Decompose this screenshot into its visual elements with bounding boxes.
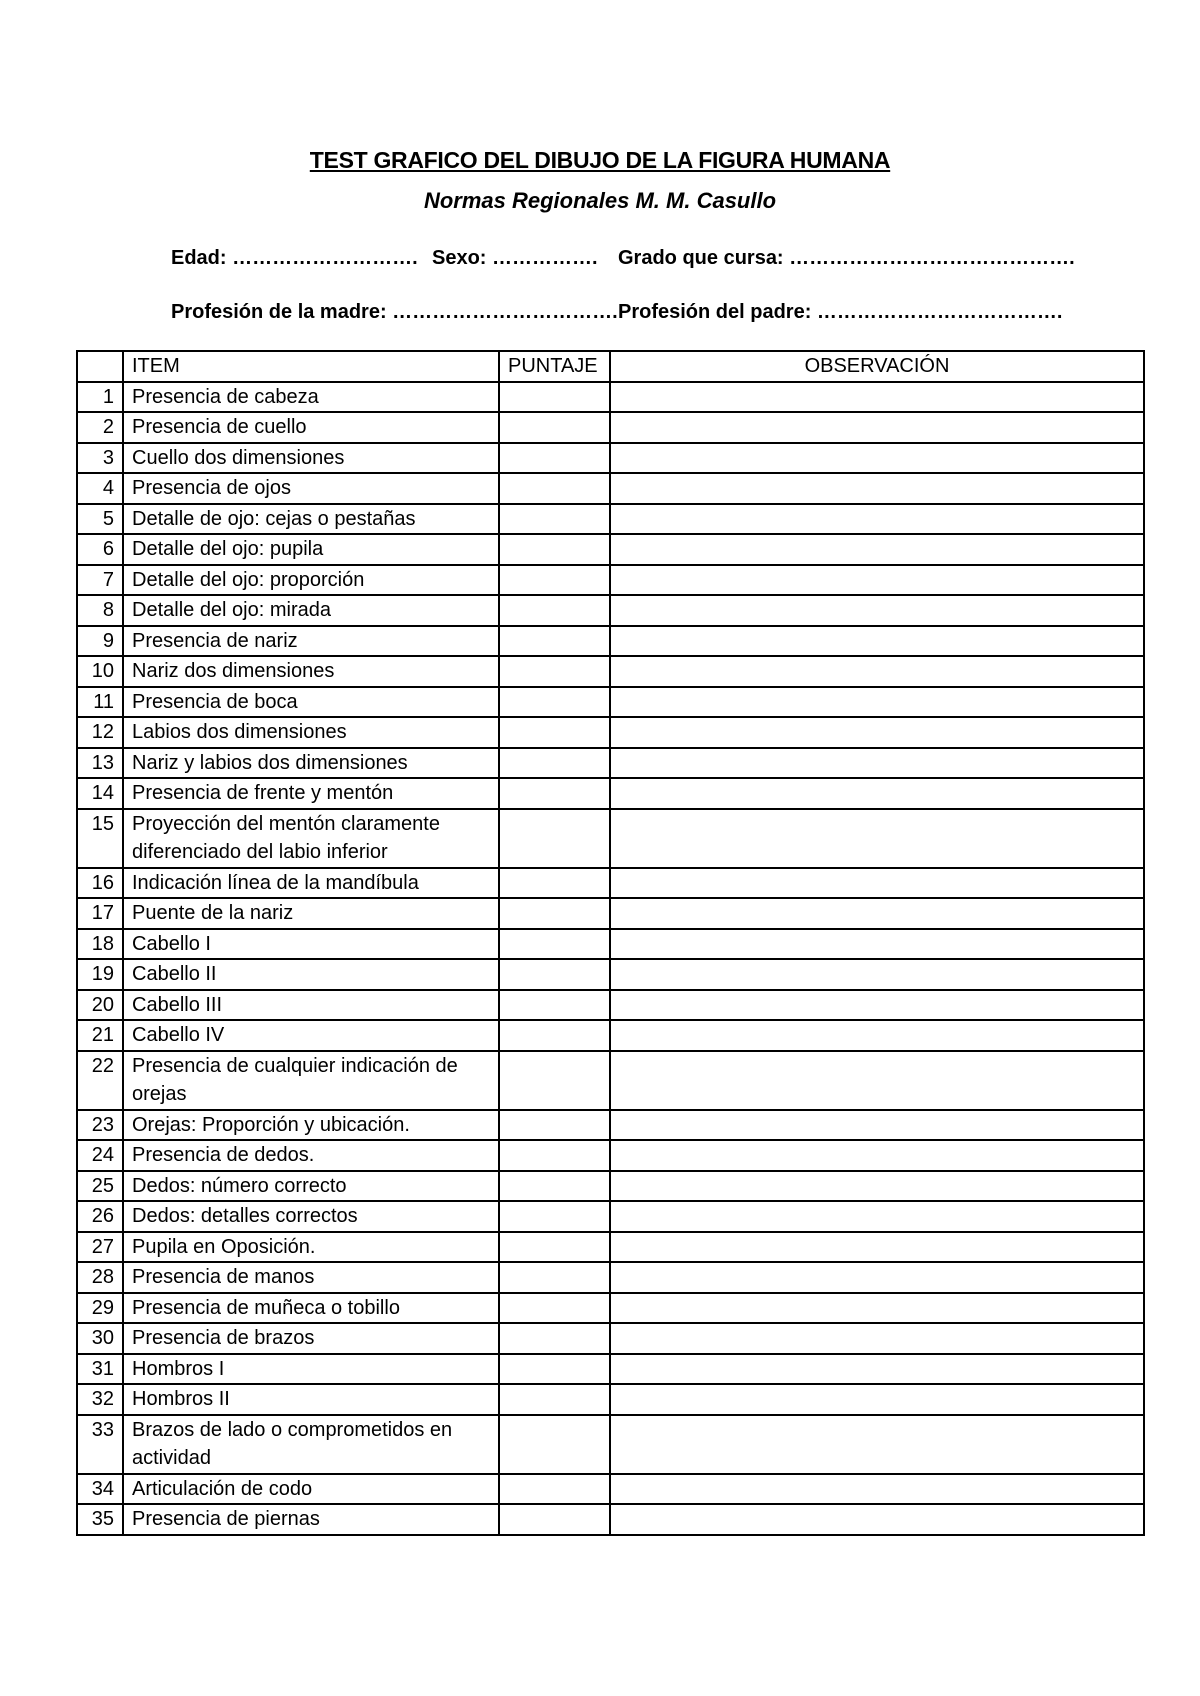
row-number: 22 — [77, 1051, 123, 1110]
field-grado[interactable]: Grado que cursa: ……………………………………. — [618, 247, 1075, 269]
row-item: Nariz y labios dos dimensiones — [123, 748, 499, 779]
row-number: 32 — [77, 1384, 123, 1415]
row-puntaje-cell[interactable] — [499, 778, 610, 809]
table-row — [77, 1474, 1144, 1505]
row-number: 11 — [77, 687, 123, 718]
field-profesion-madre[interactable]: Profesión de la madre: ……………………………. — [171, 301, 618, 323]
table-row — [77, 565, 1144, 596]
row-observacion-cell[interactable] — [610, 990, 1144, 1021]
row-item: Puente de la nariz — [123, 898, 499, 929]
row-puntaje-cell[interactable] — [499, 1474, 610, 1505]
header-puntaje: PUNTAJE — [499, 351, 610, 382]
table-row — [77, 868, 1144, 899]
row-number: 4 — [77, 473, 123, 504]
header-number — [77, 351, 123, 382]
row-puntaje-cell[interactable] — [499, 959, 610, 990]
row-number: 3 — [77, 443, 123, 474]
row-observacion-cell[interactable] — [610, 412, 1144, 443]
row-puntaje-cell[interactable] — [499, 1201, 610, 1232]
row-observacion-cell[interactable] — [610, 595, 1144, 626]
table-row — [77, 1354, 1144, 1385]
row-item: Pupila en Oposición. — [123, 1232, 499, 1263]
table-row — [77, 1140, 1144, 1171]
row-number: 21 — [77, 1020, 123, 1051]
field-sexo[interactable]: Sexo: ……………. — [432, 247, 598, 269]
table-row — [77, 1384, 1144, 1415]
table-header-row — [77, 351, 1144, 382]
row-item: Detalle de ojo: cejas o pestañas — [123, 504, 499, 535]
row-observacion-cell[interactable] — [610, 868, 1144, 899]
header-item: ITEM — [123, 351, 499, 382]
row-item: Cabello II — [123, 959, 499, 990]
row-puntaje-cell[interactable] — [499, 1020, 610, 1051]
row-number: 29 — [77, 1293, 123, 1324]
row-puntaje-cell[interactable] — [499, 717, 610, 748]
row-item: Indicación línea de la mandíbula — [123, 868, 499, 899]
table-row — [77, 504, 1144, 535]
field-edad[interactable]: Edad: ………………………. — [171, 247, 418, 269]
row-puntaje-cell[interactable] — [499, 656, 610, 687]
document-title: TEST GRAFICO DEL DIBUJO DE LA FIGURA HUMANA — [309, 147, 891, 173]
row-number: 2 — [77, 412, 123, 443]
row-item: Orejas: Proporción y ubicación. — [123, 1110, 499, 1141]
row-number: 31 — [77, 1354, 123, 1385]
document-subtitle: Normas Regionales M. M. Casullo — [423, 188, 777, 213]
table-row — [77, 412, 1144, 443]
row-number: 5 — [77, 504, 123, 535]
row-observacion-cell[interactable] — [610, 534, 1144, 565]
row-observacion-cell[interactable] — [610, 1051, 1144, 1110]
row-number: 10 — [77, 656, 123, 687]
row-puntaje-cell[interactable] — [499, 1354, 610, 1385]
row-observacion-cell[interactable] — [610, 1384, 1144, 1415]
row-item: Presencia de muñeca o tobillo — [123, 1293, 499, 1324]
row-observacion-cell[interactable] — [610, 809, 1144, 868]
row-observacion-cell[interactable] — [610, 717, 1144, 748]
row-puntaje-cell[interactable] — [499, 504, 610, 535]
row-item: Cuello dos dimensiones — [123, 443, 499, 474]
row-puntaje-cell[interactable] — [499, 1293, 610, 1324]
row-number: 20 — [77, 990, 123, 1021]
row-puntaje-cell[interactable] — [499, 1262, 610, 1293]
table-row — [77, 1262, 1144, 1293]
row-puntaje-cell[interactable] — [499, 382, 610, 413]
row-puntaje-cell[interactable] — [499, 565, 610, 596]
row-puntaje-cell[interactable] — [499, 1323, 610, 1354]
header-observacion: OBSERVACIÓN — [610, 351, 1144, 382]
row-observacion-cell[interactable] — [610, 1474, 1144, 1505]
row-item: Proyección del mentón claramente diferenciado del labio inferior — [123, 809, 499, 868]
table-row — [77, 1201, 1144, 1232]
row-puntaje-cell[interactable] — [499, 1415, 610, 1474]
row-puntaje-cell[interactable] — [499, 595, 610, 626]
table-row — [77, 656, 1144, 687]
row-number: 9 — [77, 626, 123, 657]
row-observacion-cell[interactable] — [610, 1110, 1144, 1141]
row-item: Cabello III — [123, 990, 499, 1021]
table-row — [77, 534, 1144, 565]
row-puntaje-cell[interactable] — [499, 748, 610, 779]
row-number: 35 — [77, 1504, 123, 1535]
row-observacion-cell[interactable] — [610, 1262, 1144, 1293]
table-row — [77, 1504, 1144, 1535]
row-number: 6 — [77, 534, 123, 565]
row-puntaje-cell[interactable] — [499, 990, 610, 1021]
row-puntaje-cell[interactable] — [499, 1232, 610, 1263]
row-observacion-cell[interactable] — [610, 473, 1144, 504]
items-table — [76, 350, 1145, 1536]
row-puntaje-cell[interactable] — [499, 1110, 610, 1141]
table-row — [77, 1110, 1144, 1141]
row-number: 28 — [77, 1262, 123, 1293]
row-number: 19 — [77, 959, 123, 990]
row-item: Presencia de manos — [123, 1262, 499, 1293]
table-row — [77, 1293, 1144, 1324]
table-row — [77, 1020, 1144, 1051]
row-puntaje-cell[interactable] — [499, 412, 610, 443]
row-observacion-cell[interactable] — [610, 1232, 1144, 1263]
row-number: 24 — [77, 1140, 123, 1171]
table-row — [77, 626, 1144, 657]
table-row — [77, 473, 1144, 504]
row-number: 8 — [77, 595, 123, 626]
row-item: Presencia de boca — [123, 687, 499, 718]
row-number: 16 — [77, 868, 123, 899]
table-row — [77, 1171, 1144, 1202]
row-observacion-cell[interactable] — [610, 656, 1144, 687]
table-row — [77, 778, 1144, 809]
row-puntaje-cell[interactable] — [499, 1504, 610, 1535]
row-puntaje-cell[interactable] — [499, 626, 610, 657]
row-item: Presencia de cuello — [123, 412, 499, 443]
table-row — [77, 717, 1144, 748]
row-observacion-cell[interactable] — [610, 748, 1144, 779]
row-observacion-cell[interactable] — [610, 443, 1144, 474]
row-item: Brazos de lado o comprometidos en actividad — [123, 1415, 499, 1474]
row-item: Hombros I — [123, 1354, 499, 1385]
row-item: Articulación de codo — [123, 1474, 499, 1505]
row-observacion-cell[interactable] — [610, 565, 1144, 596]
row-item: Nariz dos dimensiones — [123, 656, 499, 687]
row-item: Detalle del ojo: proporción — [123, 565, 499, 596]
table-row — [77, 595, 1144, 626]
row-item: Dedos: número correcto — [123, 1171, 499, 1202]
row-puntaje-cell[interactable] — [499, 1384, 610, 1415]
row-observacion-cell[interactable] — [610, 1171, 1144, 1202]
row-item: Dedos: detalles correctos — [123, 1201, 499, 1232]
table-row — [77, 382, 1144, 413]
row-item: Presencia de brazos — [123, 1323, 499, 1354]
row-observacion-cell[interactable] — [610, 778, 1144, 809]
row-item: Presencia de nariz — [123, 626, 499, 657]
table-body — [77, 382, 1144, 1535]
row-puntaje-cell[interactable] — [499, 1051, 610, 1110]
table-row — [77, 443, 1144, 474]
row-puntaje-cell[interactable] — [499, 898, 610, 929]
row-observacion-cell[interactable] — [610, 1504, 1144, 1535]
row-puntaje-cell[interactable] — [499, 809, 610, 868]
row-observacion-cell[interactable] — [610, 504, 1144, 535]
row-item: Presencia de piernas — [123, 1504, 499, 1535]
row-puntaje-cell[interactable] — [499, 1171, 610, 1202]
row-number: 14 — [77, 778, 123, 809]
row-item: Presencia de cabeza — [123, 382, 499, 413]
row-number: 27 — [77, 1232, 123, 1263]
row-observacion-cell[interactable] — [610, 929, 1144, 960]
table-row — [77, 687, 1144, 718]
row-item: Presencia de cualquier indicación de orejas — [123, 1051, 499, 1110]
row-number: 15 — [77, 809, 123, 868]
row-observacion-cell[interactable] — [610, 382, 1144, 413]
row-number: 23 — [77, 1110, 123, 1141]
row-observacion-cell[interactable] — [610, 1140, 1144, 1171]
table-row — [77, 1323, 1144, 1354]
row-item: Cabello I — [123, 929, 499, 960]
table-row — [77, 898, 1144, 929]
table-row — [77, 1415, 1144, 1474]
row-item: Presencia de dedos. — [123, 1140, 499, 1171]
row-item: Detalle del ojo: pupila — [123, 534, 499, 565]
field-profesion-padre[interactable]: Profesión del padre: ………………………………. — [618, 301, 1063, 323]
row-observacion-cell[interactable] — [610, 898, 1144, 929]
row-number: 12 — [77, 717, 123, 748]
row-observacion-cell[interactable] — [610, 1020, 1144, 1051]
row-item: Hombros II — [123, 1384, 499, 1415]
row-observacion-cell[interactable] — [610, 687, 1144, 718]
row-puntaje-cell[interactable] — [499, 687, 610, 718]
row-item: Cabello IV — [123, 1020, 499, 1051]
row-observacion-cell[interactable] — [610, 1201, 1144, 1232]
row-item: Detalle del ojo: mirada — [123, 595, 499, 626]
row-observacion-cell[interactable] — [610, 959, 1144, 990]
row-number: 30 — [77, 1323, 123, 1354]
row-observacion-cell[interactable] — [610, 1354, 1144, 1385]
row-number: 25 — [77, 1171, 123, 1202]
row-item: Presencia de ojos — [123, 473, 499, 504]
table-row — [77, 990, 1144, 1021]
row-item: Labios dos dimensiones — [123, 717, 499, 748]
row-number: 7 — [77, 565, 123, 596]
row-number: 34 — [77, 1474, 123, 1505]
row-observacion-cell[interactable] — [610, 1323, 1144, 1354]
row-number: 18 — [77, 929, 123, 960]
row-puntaje-cell[interactable] — [499, 929, 610, 960]
table-row — [77, 959, 1144, 990]
row-observacion-cell[interactable] — [610, 1293, 1144, 1324]
row-number: 26 — [77, 1201, 123, 1232]
row-number: 17 — [77, 898, 123, 929]
row-number: 1 — [77, 382, 123, 413]
table-row — [77, 929, 1144, 960]
row-puntaje-cell[interactable] — [499, 534, 610, 565]
row-puntaje-cell[interactable] — [499, 1140, 610, 1171]
row-number: 13 — [77, 748, 123, 779]
table-row — [77, 809, 1144, 868]
row-observacion-cell[interactable] — [610, 1415, 1144, 1474]
table-row — [77, 748, 1144, 779]
row-observacion-cell[interactable] — [610, 626, 1144, 657]
row-puntaje-cell[interactable] — [499, 473, 610, 504]
row-item: Presencia de frente y mentón — [123, 778, 499, 809]
table-row — [77, 1051, 1144, 1110]
row-puntaje-cell[interactable] — [499, 443, 610, 474]
row-puntaje-cell[interactable] — [499, 868, 610, 899]
row-number: 33 — [77, 1415, 123, 1474]
table-row — [77, 1232, 1144, 1263]
